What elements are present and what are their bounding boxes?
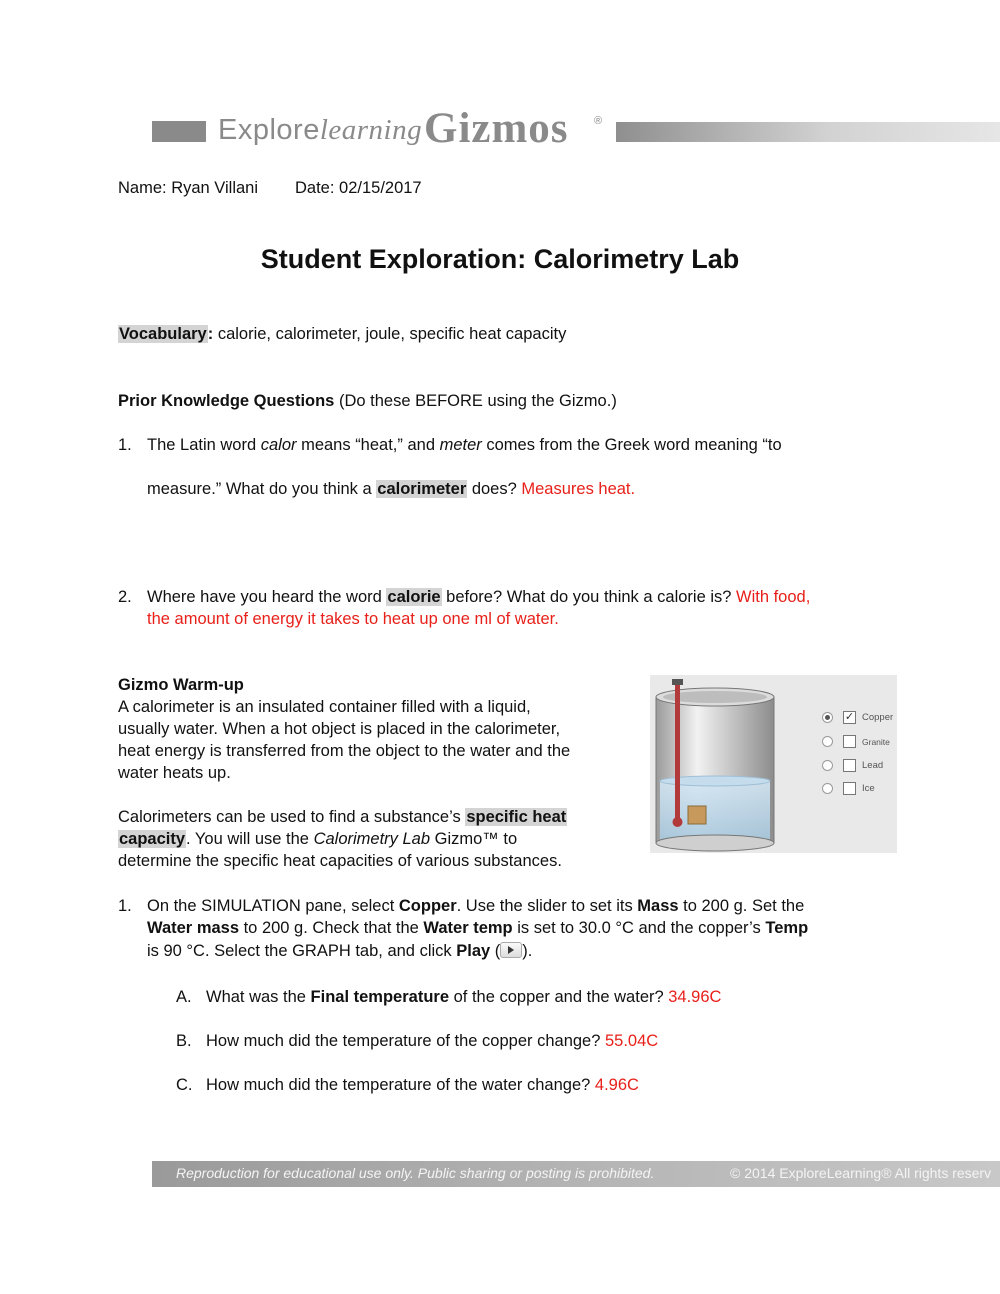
warmup-p1-line-1: A calorimeter is an insulated container filled with a liquid, xyxy=(118,698,531,716)
name-line: Name: Ryan Villani xyxy=(118,179,259,197)
student-name: Ryan Villani xyxy=(171,179,259,197)
brand-registered: ® xyxy=(594,115,603,127)
answer-a: 34.96C xyxy=(668,988,722,1006)
warmup-p1-line-2: usually water. When a hot object is placed in the calorimeter, xyxy=(118,720,561,738)
vocabulary-line: Vocabulary: calorie, calorimeter, joule, specific heat capacity xyxy=(119,325,567,343)
vocabulary-label: Vocabulary xyxy=(119,325,207,343)
play-icon xyxy=(500,942,522,958)
answer-2-part-2: the amount of energy it takes to heat up one ml of water. xyxy=(147,610,559,628)
date-value: 02/15/2017 xyxy=(339,179,422,197)
prior-knowledge-heading: Prior Knowledge Questions (Do these BEFORE using the Gizmo.) xyxy=(118,392,617,410)
warmup-p1-line-3: heat energy is transferred from the object to the water and the xyxy=(118,742,571,760)
question-a: What was the Final temperature of the copper and the water? 34.96C xyxy=(206,988,722,1006)
option-copper-radio[interactable] xyxy=(822,712,833,723)
option-lead-radio[interactable] xyxy=(822,760,833,771)
option-granite-label: Granite xyxy=(862,737,890,747)
question-b-letter: B. xyxy=(176,1032,192,1050)
question-c: How much did the temperature of the water change? 4.96C xyxy=(206,1076,639,1094)
question-a-letter: A. xyxy=(176,988,192,1006)
question-2-number: 2. xyxy=(118,588,132,606)
page-title: Student Exploration: Calorimetry Lab xyxy=(260,244,740,274)
warmup-p1-line-4: water heats up. xyxy=(118,764,231,782)
calorimeter-drawing xyxy=(650,675,897,853)
warmup-heading: Gizmo Warm-up xyxy=(118,676,244,694)
answer-b: 55.04C xyxy=(605,1032,659,1050)
activity-1-line-3: is 90 °C. Select the GRAPH tab, and click Play ( ). xyxy=(147,942,533,960)
warmup-p2-line-3: determine the specific heat capacities of various substances. xyxy=(118,852,562,870)
option-copper-checkbox[interactable]: ✓ xyxy=(844,711,855,723)
answer-c: 4.96C xyxy=(594,1076,639,1094)
activity-1-number: 1. xyxy=(118,897,132,915)
option-lead-checkbox[interactable] xyxy=(843,759,856,772)
calorimeter-illustration xyxy=(650,675,897,853)
date-line: Date: 02/15/2017 xyxy=(295,179,422,197)
footer-notice: Reproduction for educational use only. Public sharing or posting is prohibited. xyxy=(176,1165,655,1181)
question-1-line-2: measure.” What do you think a calorimeter does? Measures heat. xyxy=(147,480,636,498)
question-2-line-1: Where have you heard the word calorie before? What do you think a calorie is? With food, xyxy=(147,588,811,606)
option-ice-radio[interactable] xyxy=(822,783,833,794)
option-ice-checkbox[interactable] xyxy=(843,782,856,795)
option-copper-label: Copper xyxy=(862,712,894,723)
option-lead-label: Lead xyxy=(862,760,884,771)
option-granite-checkbox[interactable] xyxy=(843,735,856,748)
warmup-p2-line-1: Calorimeters can be used to find a substance’s specific heat xyxy=(118,808,567,826)
answer-1: Measures heat. xyxy=(521,480,636,498)
option-ice-label: Ice xyxy=(862,783,875,794)
answer-2-part-1: With food, xyxy=(736,588,811,606)
header-bar-right xyxy=(616,122,1000,142)
question-1-number: 1. xyxy=(118,436,132,454)
question-b: How much did the temperature of the copper change? 55.04C xyxy=(206,1032,659,1050)
activity-1-line-1: On the SIMULATION pane, select Copper. Use the slider to set its Mass to 200 g. Set the xyxy=(147,897,805,915)
question-1-line-1: The Latin word calor means “heat,” and meter comes from the Greek word meaning “to xyxy=(147,436,782,454)
footer-copyright: © 2014 ExploreLearning® All rights reserv xyxy=(730,1165,992,1181)
brand-explorelearning: Explorelearning xyxy=(218,114,423,146)
header-bar-left xyxy=(152,121,206,142)
activity-1-line-2: Water mass to 200 g. Check that the Water temp is set to 30.0 °C and the copper’s Temp xyxy=(147,919,809,937)
question-c-letter: C. xyxy=(176,1076,193,1094)
brand-gizmos: Gizmos xyxy=(424,105,569,152)
warmup-p2-line-2: capacity. You will use the Calorimetry Lab Gizmo™ to xyxy=(119,830,518,848)
option-granite-radio[interactable] xyxy=(822,736,833,747)
